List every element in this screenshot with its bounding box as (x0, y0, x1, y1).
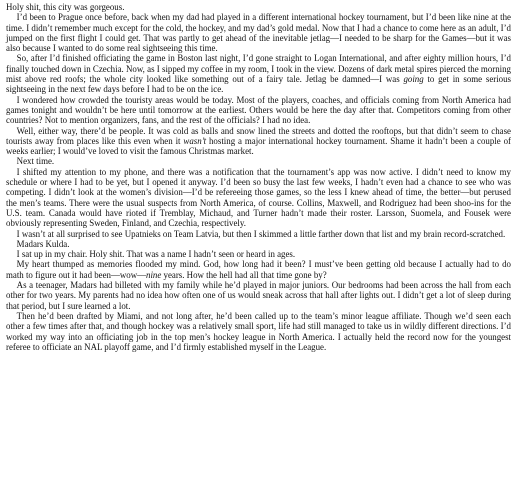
body-paragraph (6, 280, 511, 311)
body-paragraph (6, 95, 511, 126)
text-run: I sat up in my chair. Holy shit. That was a name I hadn’t seen or heard in ages. (16, 249, 296, 260)
text-run: As a teenager, Madars had billeted with my family while he’d played in major juniors. Our bedrooms had been across the hall from each other for two years. My parents had no idea how often one of us would sneak across that hall after lights out. I didn’t get a lot of sleep during that period, but I sure learned a lot. (6, 280, 511, 311)
body-paragraph (6, 2, 511, 12)
text-run: hosting a major international hockey tournament. Shame it hadn’t been a couple of weeks earlier; I would’ve loved to visit the famous Christmas market. (6, 135, 511, 157)
body-paragraph (6, 167, 511, 229)
body-paragraph (6, 239, 511, 249)
body-paragraph (6, 53, 511, 94)
text-run: Well, either way, there’d be people. It was cold as balls and snow lined the streets and dotted the rooftops, but that didn’t seem to chase tourists away from places like this even when it (6, 125, 511, 146)
text-run: I’d been to Prague once before, back when my dad had played in a different international hockey tournament, but I’d been like nine at the time. I didn’t remember much except for the cold, the hockey, and my dad’s gold medal. Now that I had a chance to come here as an adult, I’d jumped on the first flight I could get. That was partly to get ahead of the inevitable jetlag—I needed to be sharp for the Games—but it was also because I wanted to do some real sightseeing this time. (6, 12, 511, 54)
text-run: to get in some serious sightseeing in the next few days before I had to be on the ice. (6, 74, 512, 95)
body-paragraph (6, 311, 511, 352)
body-paragraph (6, 229, 511, 239)
italic-text-run: wasn’t (183, 135, 207, 146)
italic-text-run: going (403, 74, 424, 85)
text-run: I wasn’t at all surprised to see Upatnieks on Team Latvia, but then I skimmed a little farther down that list and my brain record-scratched. (16, 228, 506, 239)
text-run: So, after I’d finished officiating the game in Boston last night, I’d gone straight to Logan International, and after eighty million hours, I’d finally touched down in Czechia. Now, as I sipped my coffee in my room, I took in the view. Dozens of dark metal spires pierced the morning mist above red roofs; the whole city looked like something out of a fairy tale. Jetlag be damned—I was (6, 53, 511, 85)
text-run: I wondered how crowded the touristy areas would be today. Most of the players, coaches, and officials coming from North America had games tonight and wouldn’t be here until tomorrow at the earliest. Others would be here the day after that. Competitors coming from other countries? Not to mention organizers, fans, and the rest of the officials? I had no idea. (6, 94, 511, 126)
text-run: years. How the hell had all that time gone by? (161, 269, 327, 280)
text-run: I shifted my attention to my phone, and there was a notification that the tournament’s app was now active. I didn’t need to know my schedule or where I had to be yet, but I opened it anyway. I’d been so busy the last few weeks, I hadn’t even had a chance to see who was competing. I didn’t look at the women’s division—I’d be refereeing those games, so the less I knew ahead of time, the better—but perused the men’s teams. There were the usual suspects from North America, of course. Collins, Maxwell, and Rodriguez had been shoo-ins for the U.S. team. Canada would have rioted if Tremblay, Michaud, and Turner hadn’t made their roster. Larsson, Suomela, and Fousek were obviously representing Sweden, Finland, and Czechia, respectively. (6, 166, 511, 229)
body-paragraph (6, 12, 511, 53)
text-run: My heart thumped as memories flooded my mind. God, how long had it been? I must’ve been getting old because I actually had to do math to figure out it had been—wow— (6, 259, 511, 280)
text-run: Madars Kulda. (16, 238, 70, 249)
text-run: Then he’d been drafted by Miami, and not long after, he’d been called up to the team’s minor league affiliate. Though we’d seen each other a few times after that, and though hockey was a relatively small sport, life had still managed to take us in wildly different directions. I’d worked my way into an officiating job in the top men’s hockey league in North America. I actually held the record now for the youngest referee to officiate an NAL playoff game, and I’d firmly established myself in the League. (6, 310, 511, 352)
body-paragraph (6, 259, 511, 280)
body-paragraph (6, 249, 511, 259)
body-paragraph (6, 126, 511, 157)
italic-text-run: nine (146, 269, 162, 280)
text-run: Next time. (16, 156, 55, 167)
text-run: Holy shit, this city was gorgeous. (6, 2, 125, 12)
body-paragraph (6, 156, 511, 166)
